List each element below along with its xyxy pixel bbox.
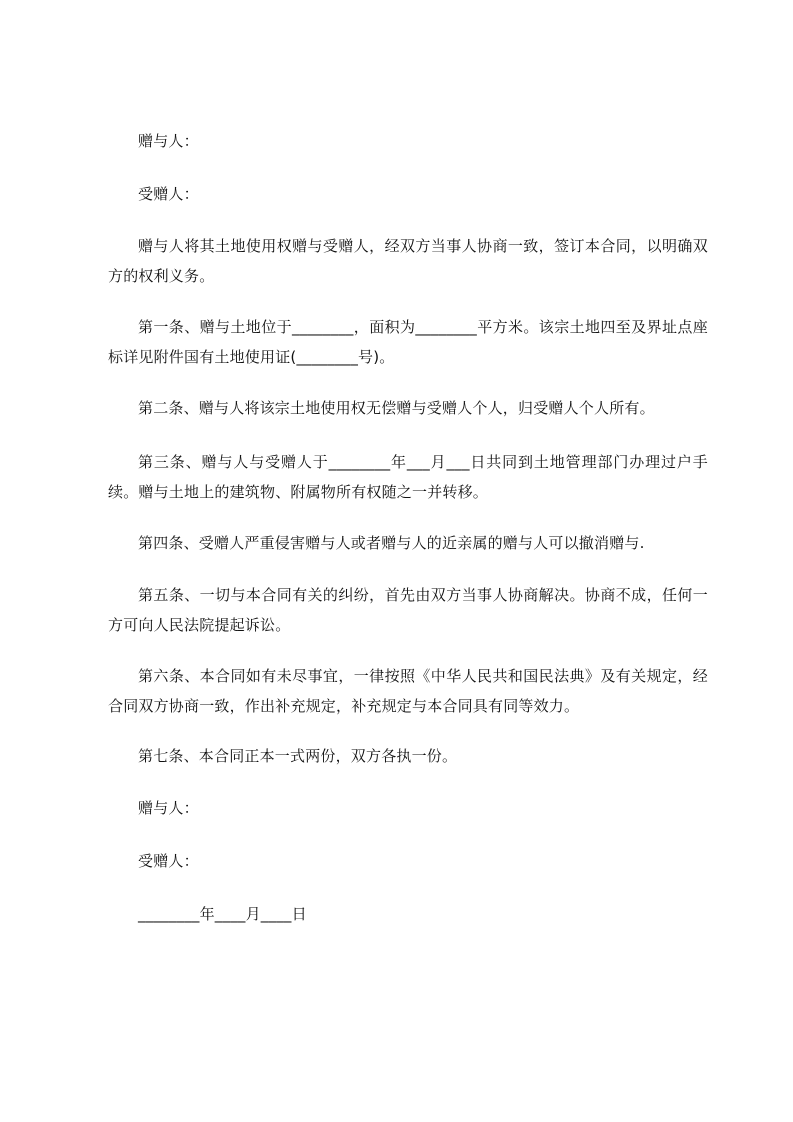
article-4: 第四条、受赠人严重侵害赠与人或者赠与人的近亲属的赠与人可以撤消赠与.	[138, 534, 645, 552]
article-5: 第五条、一切与本合同有关的纠纷，首先由双方当事人协商解决。协商不成，任何一方可向人民法院提起诉讼。	[108, 586, 708, 634]
donor-label-bottom: 赠与人：	[138, 799, 199, 817]
article-6: 第六条、本合同如有未尽事宜，一律按照《中华人民共和国民法典》及有关规定，经合同双方协商一致，作出补充规定，补充规定与本合同具有同等效力。	[108, 667, 708, 715]
article-7: 第七条、本合同正本一式两份，双方各执一份。	[138, 747, 458, 765]
article-1: 第一条、赠与土地位于________，面积为________平方米。该宗土地四至及界址点座标详见附件国有土地使用证(________号)。	[108, 318, 708, 366]
preamble-paragraph: 赠与人将其土地使用权赠与受赠人，经双方当事人协商一致，签订本合同，以明确双方的权利义务。	[108, 237, 708, 285]
donee-label-top: 受赠人：	[138, 185, 199, 203]
date-line: ________年____月____日	[138, 905, 307, 923]
article-3: 第三条、赠与人与受赠人于________年___月___日共同到土地管理部门办理过户手续。赠与土地上的建筑物、附属物所有权随之一并转移。	[108, 453, 708, 501]
donee-label-bottom: 受赠人：	[138, 852, 199, 870]
article-2: 第二条、赠与人将该宗土地使用权无偿赠与受赠人个人，归受赠人个人所有。	[138, 399, 655, 417]
donor-label-top: 赠与人：	[138, 132, 199, 150]
